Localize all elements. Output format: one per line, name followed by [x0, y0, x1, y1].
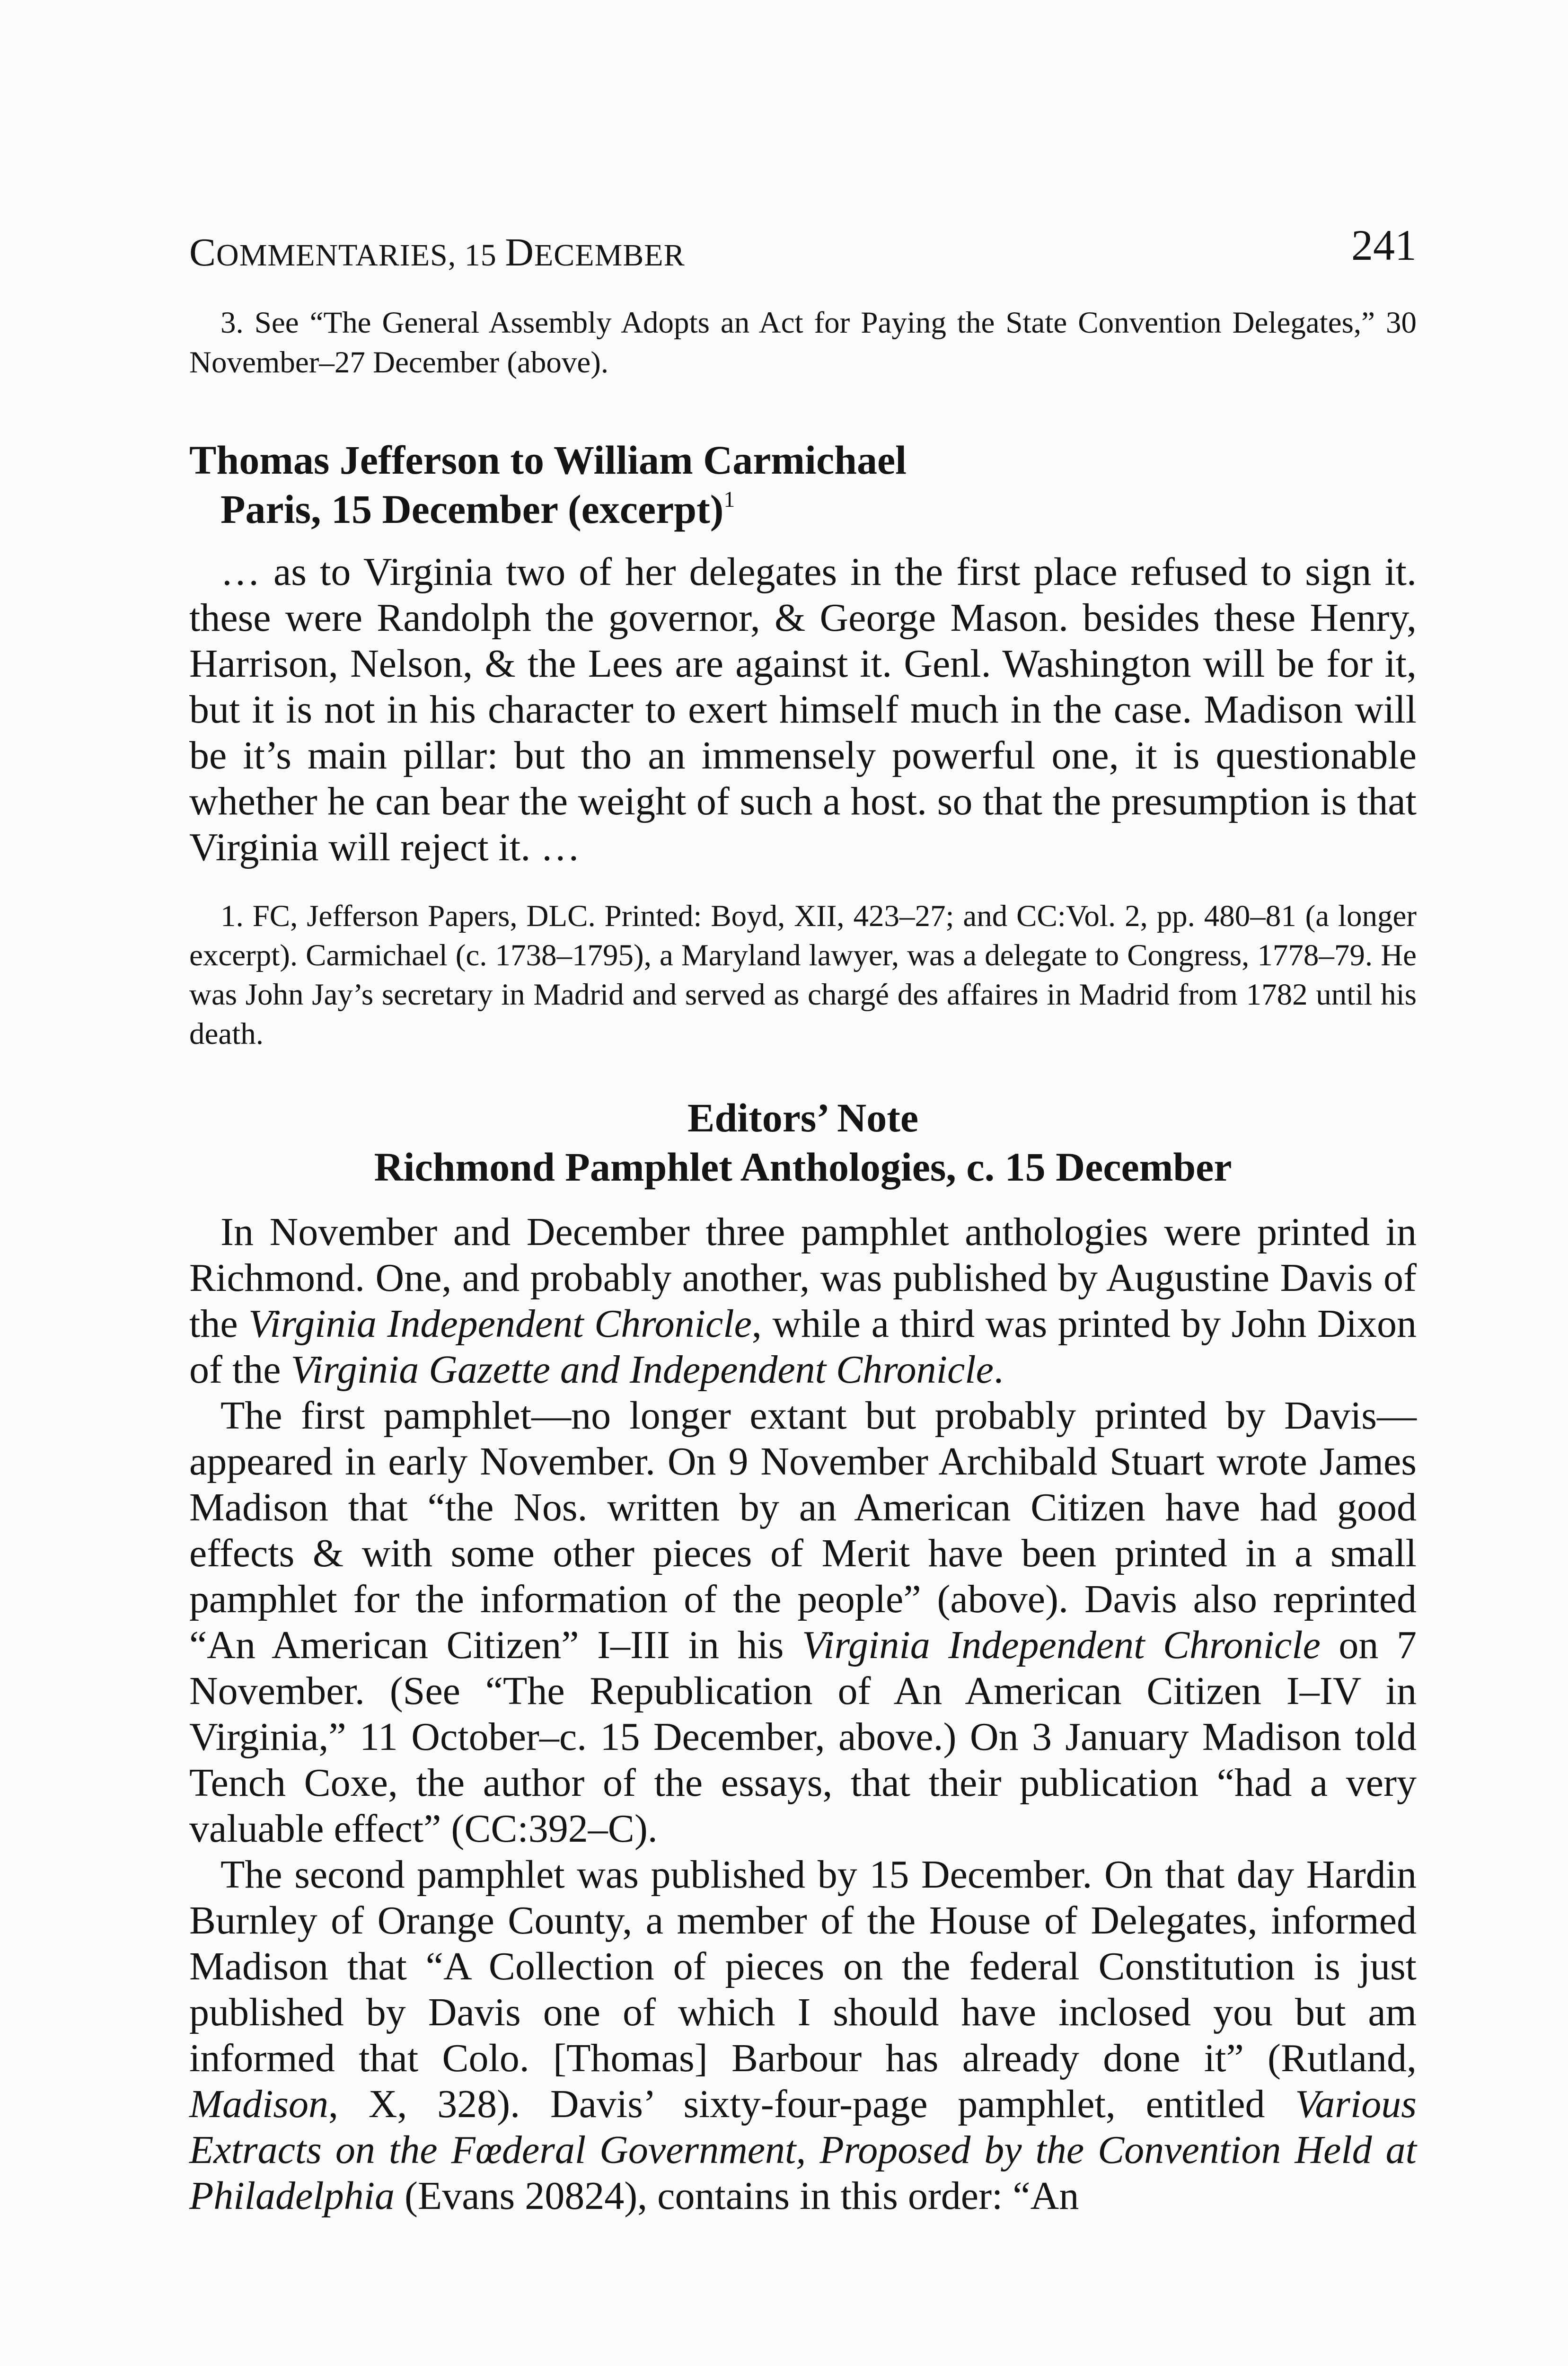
running-head: [189, 220, 1417, 272]
editors-note-label: Editors’ Note: [687, 1095, 919, 1140]
paragraph-2: The first pamphlet—no longer extant but probably printed by Davis—appeared in early November. On 9 November Archibald Stuart wrote James Madison that “the Nos. written by an American Citizen have had good effects & with some other pieces of Merit have been printed in a small pamphlet for the information of the people” (above). Davis also reprinted “An American Citizen” I–III in his Virginia Independent Chronicle on 7 November. (See “The Republication of An American Citizen I–IV in Virginia,” 11 October–c. 15 December, above.) On 3 January Madison told Tench Coxe, the author of the essays, that their publication “had a very valuable effect” (CC:392–C).: [189, 1394, 1417, 1851]
running-head-title: COMMENTARIES, 15 DECEMBER: [189, 230, 685, 274]
document-dateline: Paris, 15 December (excerpt)$^1$: [220, 486, 735, 532]
paragraph-3: The second pamphlet was published by 15 December. On that day Hardin Burnley of Orange County, a member of the House of Delegates, informed Madison that “A Collection of pieces on the federal Constitution is just published by Davis one of which I should have inclosed you but am informed that Colo. [Thomas] Barbour has already done it” (Rutland, Madison, X, 328). Davis’ sixty-four-page pamphlet, entitled Various Extracts on the Fœderal Government, Proposed by the Convention Held at Philadelphia (Evans 20824), contains in this order: “An: [189, 1853, 1417, 2218]
document-footnote: 1. FC, Jefferson Papers, DLC. Printed: Boyd, XII, 423–27; and CC:Vol. 2, pp. 480–81 (a longer excerpt). Carmichael (c. 1738–1795), a Maryland lawyer, was a delegate to Congress, 1778–79. He was John Jay’s secretary in Madrid and served as chargé des affaires in Madrid from 1782 until his death.: [189, 899, 1417, 1051]
paragraph-1: In November and December three pamphlet anthologies were printed in Richmond. One, and probably another, was published by Augustine Davis of the Virginia Independent Chronicle, while a third was printed by John Dixon of the Virginia Gazette and Independent Chronicle.: [189, 1210, 1417, 1392]
editors-note-title: Richmond Pamphlet Anthologies, c. 15 December: [374, 1144, 1232, 1190]
letter-excerpt: … as to Virginia two of her delegates in the first place refused to sign it. these were Randolph the governor, & George Mason. besides these Henry, Harrison, Nelson, & the Lees are against it. Genl. Washington will be for it, but it is not in his character to exert himself much in the case. Madison will be it’s main pillar: but tho an immensely powerful one, it is questionable whether he can bear the weight of such a host. so that the presumption is that Virginia will reject it. …: [189, 550, 1417, 869]
editors-note-heading: [189, 1093, 1417, 1192]
document-title: Thomas Jefferson to William Carmichael: [189, 437, 907, 483]
prior-footnote: 3. See “The General Assembly Adopts an Act for Paying the State Convention Delegates,” 30 November–27 December (above).: [189, 306, 1417, 380]
document-heading: [189, 435, 1417, 534]
page-number: 241: [1351, 221, 1417, 269]
editors-note-body: [189, 1209, 1417, 2219]
footnote-ref: 1: [723, 487, 735, 512]
